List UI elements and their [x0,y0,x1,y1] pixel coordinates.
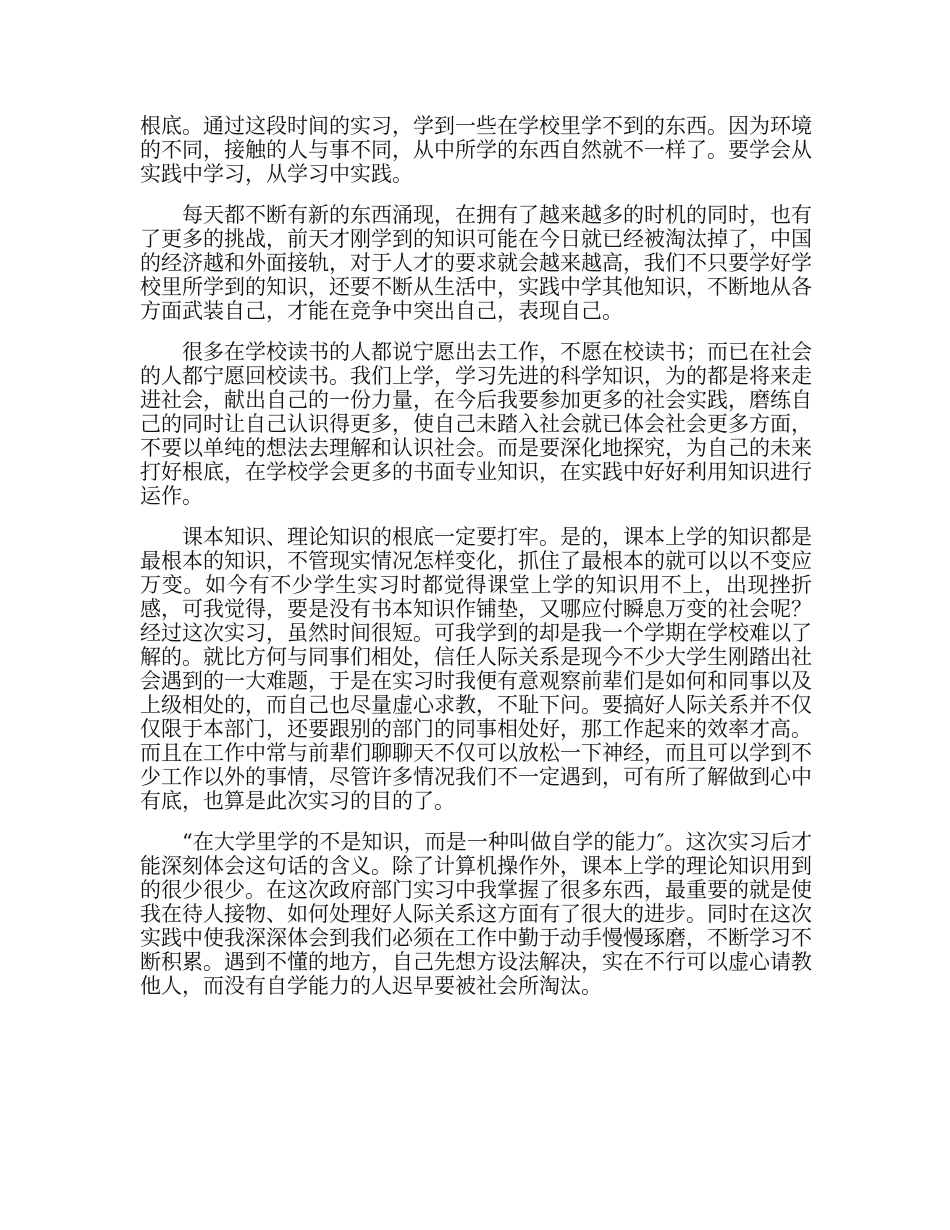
paragraph-3: 很多在学校读书的人都说宁愿出去工作，不愿在校读书；而已在社会的人都宁愿回校读书。我们上学，学习先进的科学知识，为的都是将来走进社会，献出自己的一份力量，在今后我要参加更多的社会实践，磨练自己的同时让自己认识得更多，使自己未踏入社会就已体会社会更多方面，不要以单纯的想法去理解和认识社会。而是要深化地探究，为自己的未来打好根底，在学校学会更多的书面专业知识，在实践中好好利用知识进行运作。 [140,340,812,508]
document-body [140,114,812,1015]
paragraph-2: 每天都不断有新的东西涌现，在拥有了越来越多的时机的同时，也有了更多的挑战，前天才刚学到的知识可能在今日就已经被淘汰掉了，中国的经济越和外面接轨，对于人才的要求就会越来越高，我们不只要学好学校里所学到的知识，还要不断从生活中，实践中学其他知识，不断地从各方面武装自己，才能在竞争中突出自己，表现自己。 [140,203,812,323]
paragraph-4: 课本知识、理论知识的根底一定要打牢。是的，课本上学的知识都是最根本的知识，不管现实情况怎样变化，抓住了最根本的就可以以不变应万变。如今有不少学生实习时都觉得课堂上学的知识用不上，出现挫折感，可我觉得，要是没有书本知识作铺垫，又哪应付瞬息万变的社会呢？经过这次实习，虽然时间很短。可我学到的却是我一个学期在学校难以了解的。就比方何与同事们相处，信任人际关系是现今不少大学生刚踏出社会遇到的一大难题，于是在实习时我便有意观察前辈们是如何和同事以及上级相处的，而自己也尽量虚心求教，不耻下问。要搞好人际关系并不仅仅限于本部门，还要跟别的部门的同事相处好，那工作起来的效率才高。而且在工作中常与前辈们聊聊天不仅可以放松一下神经，而且可以学到不少工作以外的事情，尽管许多情况我们不一定遇到，可有所了解做到心中有底，也算是此次实习的目的了。 [140,525,812,813]
paragraph-1: 根底。通过这段时间的实习，学到一些在学校里学不到的东西。因为环境的不同，接触的人与事不同，从中所学的东西自然就不一样了。要学会从实践中学习，从学习中实践。 [140,114,812,186]
paragraph-5: “在大学里学的不是知识，而是一种叫做自学的能力″。这次实习后才能深刻体会这句话的含义。除了计算机操作外，课本上学的理论知识用到的很少很少。在这次政府部门实习中我掌握了很多东西，最重要的就是使我在待人接物、如何处理好人际关系这方面有了很大的进步。同时在这次实践中使我深深体会到我们必须在工作中勤于动手慢慢琢磨，不断学习不断积累。遇到不懂的地方，自己先想方设法解决，实在不行可以虚心请教他人，而没有自学能力的人迟早要被社会所淘汰。 [140,830,812,998]
